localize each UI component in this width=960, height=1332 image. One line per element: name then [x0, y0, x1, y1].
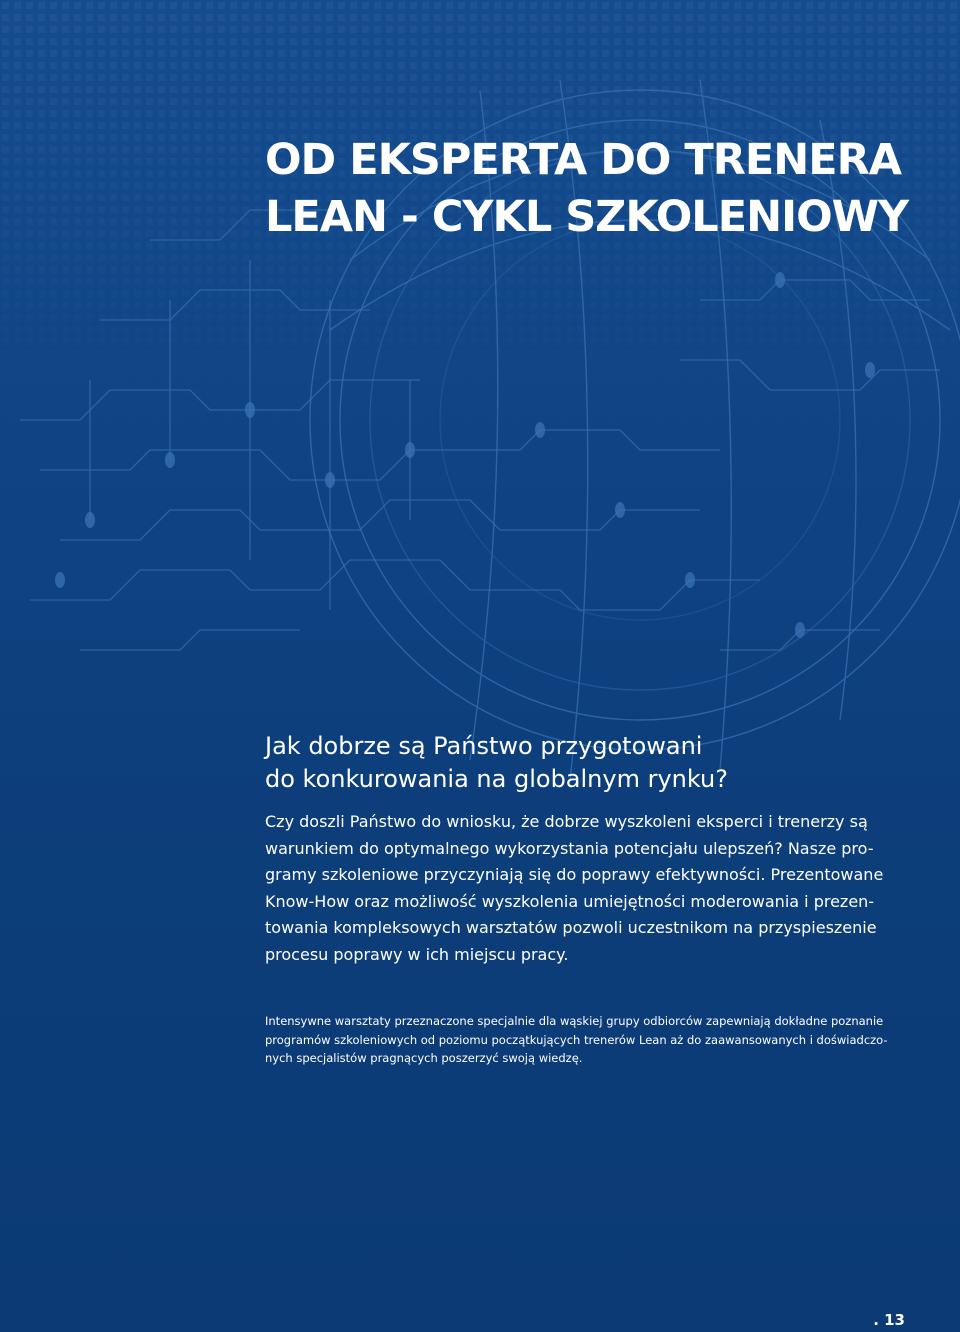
title-line-1: OD EKSPERTA DO TRENERA — [265, 135, 901, 185]
subtitle — [265, 730, 728, 796]
details-line: nych specjalistów pragnących poszerzyć swoją wiedzę. — [265, 1051, 583, 1065]
subtitle-line-1: Jak dobrze są Państwo przygotowani — [265, 732, 703, 760]
title-line-2: LEAN - CYKL SZKOLENIOWY — [265, 192, 909, 242]
intro-line: gramy szkoleniowe przyczyniają się do poprawy efektywności. Prezentowane — [265, 865, 884, 884]
intro-line: procesu poprawy w ich miejscu pracy. — [265, 944, 569, 964]
page-title — [265, 132, 908, 246]
details-paragraph — [265, 1012, 910, 1068]
intro-paragraph — [265, 809, 905, 968]
intro-line: Know-How oraz możliwość wyszkolenia umiejętności moderowania i prezen- — [265, 891, 875, 911]
details-line: Intensywne warsztaty przeznaczone specjalnie dla wąskiej grupy odbiorców zapewniają dokładne poznanie — [265, 1014, 884, 1028]
intro-line: towania kompleksowych warsztatów pozwoli uczestnikom na przyspieszenie — [265, 918, 877, 937]
intro-line: Czy doszli Państwo do wniosku, że dobrze wyszkoleni eksperci i trenerzy są — [265, 812, 868, 831]
page-number: . 13 — [873, 1311, 905, 1329]
details-line: programów szkoleniowych od poziomu początkujących trenerów Lean aż do zaawansowanych i doświadczo- — [265, 1032, 888, 1047]
intro-line: warunkiem do optymalnego wykorzystania potencjału ulepszeń? Nasze pro- — [265, 838, 874, 858]
subtitle-line-2: do konkurowania na globalnym rynku? — [265, 765, 728, 793]
